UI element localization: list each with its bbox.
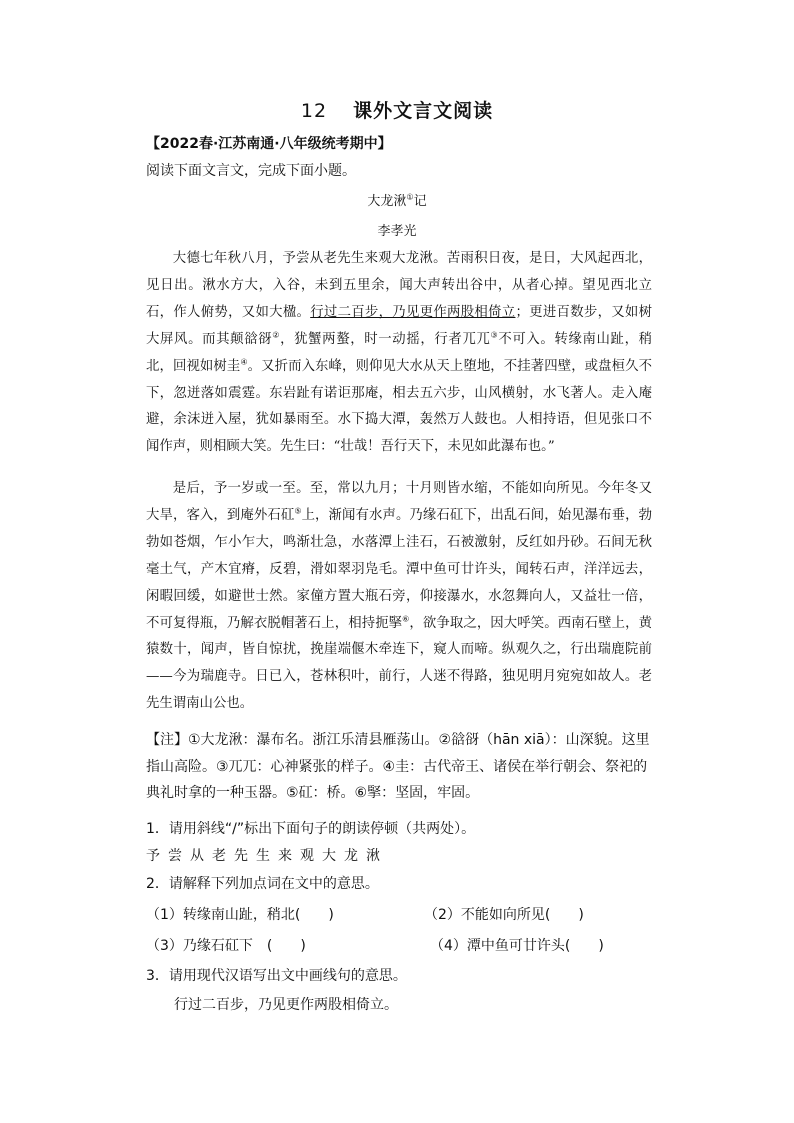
note-marker: ③ [490, 330, 499, 340]
title-text: 课外文言文阅读 [353, 100, 494, 122]
para1-text-c: ，犹蟹两螯，时一动摇，行者兀兀 [280, 331, 491, 347]
question-1: 1．请用斜线“/”标出下面句子的朗读停顿（共两处）。 [146, 821, 476, 837]
text-author: 李孝光 [377, 224, 417, 239]
underlined-sentence: 行过二百步，乃见更作两股相倚立 [310, 304, 516, 320]
question-3: 3．请用现代汉语写出文中画线句的意思。 [146, 968, 407, 984]
text-title-suffix: 记 [413, 194, 427, 209]
text-title [0, 190, 794, 209]
para1-text-a: 大德七年秋八月，予尝从老先生来观大龙湫。苦雨积日夜，是日，大风起西北，见日出。湫水方大，入谷，未到五里余，闻大声转出谷中，从者心掉。望见西北立石，作人俯势，又如大楹。 [146, 251, 652, 320]
paragraph-1 [146, 246, 652, 461]
title-number: 12 [300, 100, 328, 122]
question-2-item-1: （1）转缘南山趾，稍北( ) [146, 907, 334, 923]
text-title-main: 大龙湫 [367, 194, 407, 209]
para2-text-b: 上，渐闻有水声。乃缘石矼下，出乱石间，始见瀑布垂，勃勃如苍烟，乍小乍大，鸣渐壮急，水落潭上洼石，石被激射，反红如丹砂。石间无秋毫土气，产木宜瘠，反碧，滑如翠羽凫毛。潭中鱼可廿许头，闻转石声，洋洋远去，闲暇回缓，如避世士然。家僮方置大瓶石旁，仰接瀑水，水忽舞向人，又益壮一倍，不可复得瓶，乃解衣脱帽著石上，相持扼掔 [146, 507, 653, 631]
question-2-item-2: （2）不能如向所见( ) [424, 907, 584, 923]
note-marker: ② [272, 330, 281, 340]
annotations: 【注】①大龙湫：瀑布名。浙江乐清县雁荡山。②谽谺（hān xiā）：山深貌。这里指山高险。③兀兀：心神紧张的样子。④圭：古代帝王、诸侯在举行朝会、祭祀的典礼时拿的一种玉器。⑤矼：桥。⑥掔：坚固，牢固。 [146, 732, 650, 801]
question-1-sentence: 予尝从老先生来观大龙湫 [146, 848, 388, 864]
para1-text-b: ；更进百数步，又如树大屏风。而其颠谽谺 [146, 304, 653, 347]
para1-text-d: 不可入。转缘南山趾，稍北，回视如树圭 [146, 331, 653, 374]
question-2-item-3: （3）乃缘石矼下 ( ) [146, 938, 306, 954]
para2-text-c: ，欲争取之，因大呼笑。西南石壁上，黄猿数十，闻声，皆自惊扰，挽崖端偃木牵连下，窥人而啼。纵观久之，行出瑞鹿院前——今为瑞鹿寺。日已入，苍林积叶，前行，人迷不得路，独见明月宛宛如故人。老先生谓南山公也。 [146, 615, 653, 712]
question-2-item-4: （4）潭中鱼可廿许头( ) [430, 938, 604, 954]
para2-text-a: 是后，予一岁或一至。至，常以九月；十月则皆水缩，不能如向所见。今年冬又大旱，客入，到庵外石矼 [146, 481, 652, 523]
exam-source: 【2022春·江苏南通·八年级统考期中】 [146, 136, 392, 152]
page-title [0, 96, 794, 123]
note-marker: ⑥ [402, 614, 410, 624]
note-marker: ① [406, 192, 414, 202]
note-marker: ⑤ [294, 506, 302, 516]
question-2: 2．请解释下列加点词在文中的意思。 [146, 876, 379, 892]
note-marker: ④ [240, 357, 248, 367]
paragraph-2 [146, 476, 652, 718]
instruction: 阅读下面文言文，完成下面小题。 [146, 163, 356, 179]
para1-text-e: 。又折而入东峰，则仰见大水从天上堕地，不挂著四壁，或盘桓久不下，忽迸落如震霆。东岩趾有诺讵那庵，相去五六步，山风横射，水飞著人。走入庵避，余沫迸入屋，犹如暴雨至。水下捣大潭，轰然万人鼓也。人相持语，但见张口不闻作声，则相顾大笑。先生曰：“壮哉！吾行天下，未见如此瀑布也。” [146, 358, 653, 455]
question-3-sentence: 行过二百步，乃见更作两股相倚立。 [174, 997, 398, 1013]
